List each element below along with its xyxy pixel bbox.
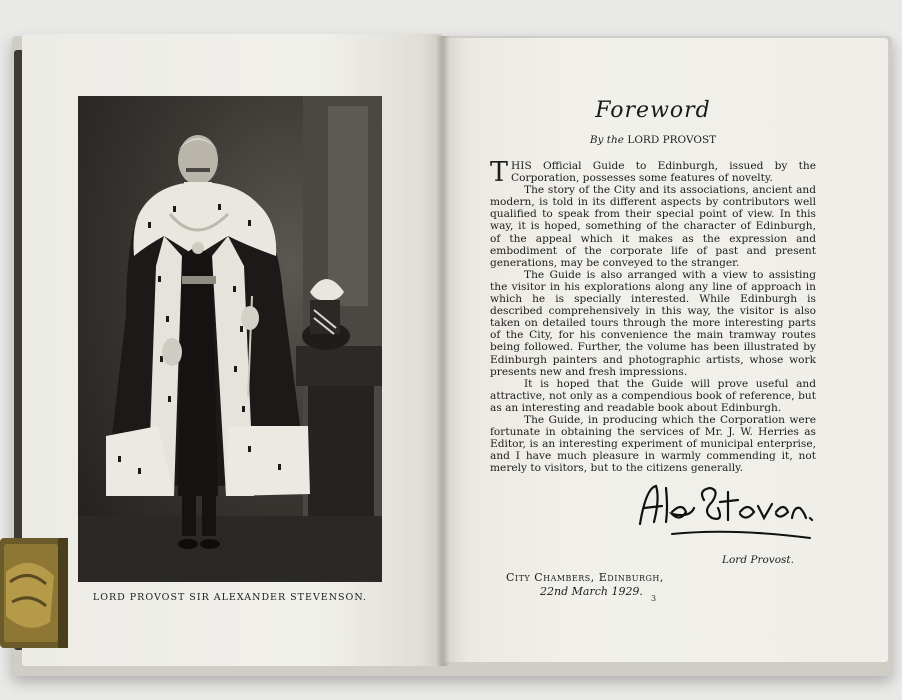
byline-prefix: By the xyxy=(589,134,624,146)
paragraph xyxy=(490,157,816,188)
paragraph-text: HIS Official Guide to Edinburgh, issued by the Corporation, possesses some features of novelty. xyxy=(511,160,816,185)
portrait-photograph xyxy=(78,96,382,582)
page-number: 3 xyxy=(651,594,657,603)
paragraph: It is hoped that the Guide will prove useful and attractive, not only as a compendious book of reference, but as an interesting and readable book about Edinburgh. xyxy=(490,377,816,414)
handwritten-signature xyxy=(632,478,816,550)
page-title: Foreword xyxy=(595,98,711,123)
byline xyxy=(488,134,818,146)
foreword-body xyxy=(490,157,816,475)
byline-name: LORD PROVOST xyxy=(627,134,717,146)
photo-caption: LORD PROVOST SIR ALEXANDER STEVENSON. xyxy=(92,592,368,603)
paragraph: The Guide is also arranged with a view to assisting the visitor in his explorations along any line of approach in which he is specially interested. While Edinburgh is described comprehensively in this way, the visitor is also taken on detailed tours through the more interesting parts of the City, for his convenience the main tramway routes being followed. Further, the volume has been illustrated by Edinburgh painters and photographic artists, whose work presents new and fresh impressions. xyxy=(490,268,816,378)
portrait-illustration xyxy=(78,96,382,582)
book-gutter xyxy=(436,36,450,666)
brass-weight-object xyxy=(0,532,72,656)
address-block xyxy=(506,571,664,599)
paragraph: The Guide, in producing which the Corporation were fortunate in obtaining the services of Mr. J. W. Herries as Editor, is an interesting experiment of municipal enterprise, and I have much pleasure in warmly commending it, not merely to visitors, but to the citizens generally. xyxy=(490,413,816,475)
address-line: City Chambers, Edinburgh, xyxy=(506,571,664,584)
signature-title: Lord Provost. xyxy=(722,554,794,566)
date-line: 22nd March 1929. xyxy=(540,585,643,598)
drop-cap: T xyxy=(490,157,509,188)
paragraph: The story of the City and its associations, ancient and modern, is told in its different aspects by contributors well qualified to speak from their special point of view. In this way, it is hoped, something of the character of Edinburgh, of the appeal which it makes as the expression and embodiment of the corporate life of past and present generations, may be conveyed to the stranger. xyxy=(490,184,816,269)
